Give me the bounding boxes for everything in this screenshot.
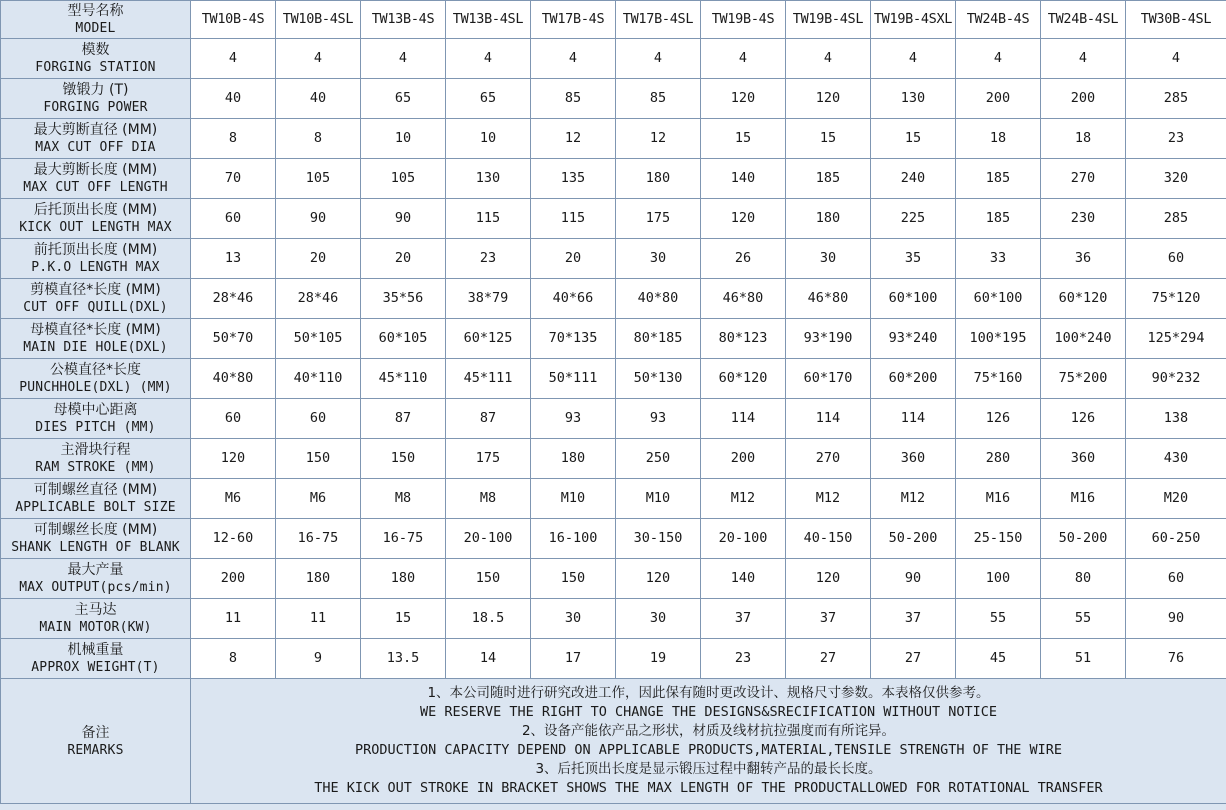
spec-value: 4	[701, 39, 786, 79]
spec-label-en: MAIN DIE HOLE(DXL)	[23, 340, 168, 355]
spec-value: M12	[701, 479, 786, 519]
spec-value: 19	[616, 639, 701, 679]
spec-value: 18.5	[446, 599, 531, 639]
spec-label-cell	[1, 79, 191, 119]
spec-value: 70*135	[531, 319, 616, 359]
spec-value: 12	[616, 119, 701, 159]
spec-value: 120	[616, 559, 701, 599]
remarks-line: PRODUCTION CAPACITY DEPEND ON APPLICABLE PRODUCTS,MATERIAL,TENSILE STRENGTH OF THE WIRE	[354, 742, 1063, 758]
model-label-en: MODEL	[75, 21, 116, 36]
spec-value: 93	[531, 399, 616, 439]
spec-label-en: PUNCHHOLE(DXL) (MM)	[19, 380, 172, 395]
spec-value: 45*111	[446, 359, 531, 399]
spec-value: M8	[361, 479, 446, 519]
model-label-cell	[1, 1, 191, 39]
spec-value: 50*111	[531, 359, 616, 399]
spec-value: 280	[956, 439, 1041, 479]
spec-value: 185	[956, 159, 1041, 199]
spec-row	[1, 439, 1226, 479]
spec-value: 37	[786, 599, 871, 639]
spec-value: 30	[531, 599, 616, 639]
spec-value: 45	[956, 639, 1041, 679]
spec-value: 38*79	[446, 279, 531, 319]
spec-value: 93	[616, 399, 701, 439]
spec-value: 26	[701, 239, 786, 279]
spec-value: 114	[786, 399, 871, 439]
spec-value: 200	[701, 439, 786, 479]
spec-value: 150	[361, 439, 446, 479]
spec-label-cell	[1, 519, 191, 559]
spec-label-en: CUT OFF QUILL(DXL)	[23, 300, 168, 315]
spec-value: 10	[361, 119, 446, 159]
model-name: TW13B-4S	[361, 1, 446, 39]
spec-label-en: MAX CUT OFF LENGTH	[23, 180, 168, 195]
spec-value: 140	[701, 559, 786, 599]
spec-value: 4	[276, 39, 361, 79]
spec-value: 120	[786, 79, 871, 119]
spec-value: 60*170	[786, 359, 871, 399]
spec-label-cell	[1, 639, 191, 679]
spec-row	[1, 639, 1226, 679]
spec-value: M6	[276, 479, 361, 519]
spec-label-zh: 主马达	[74, 602, 117, 618]
spec-value: 16-75	[361, 519, 446, 559]
spec-value: 40*66	[531, 279, 616, 319]
spec-value: 4	[1126, 39, 1226, 79]
spec-value: 4	[871, 39, 956, 79]
remarks-label-cell	[1, 679, 191, 804]
spec-value: 36	[1041, 239, 1126, 279]
model-name: TW24B-4S	[956, 1, 1041, 39]
spec-value: 4	[616, 39, 701, 79]
remarks-line: 2、设备产能依产品之形状，材质及线材抗拉强度而有所诧异。	[521, 723, 896, 739]
spec-label-zh: 镦锻力 (T)	[62, 82, 129, 98]
spec-label-en: APPLICABLE BOLT SIZE	[15, 500, 176, 515]
spec-value: 40	[276, 79, 361, 119]
spec-label-cell	[1, 279, 191, 319]
spec-label-zh: 机械重量	[67, 642, 124, 658]
spec-label-cell	[1, 239, 191, 279]
spec-value: 90	[1126, 599, 1226, 639]
spec-value: 50*130	[616, 359, 701, 399]
spec-value: 75*120	[1126, 279, 1226, 319]
spec-value: 15	[786, 119, 871, 159]
spec-value: 135	[531, 159, 616, 199]
spec-label-zh: 可制螺丝长度 (MM)	[33, 522, 158, 538]
spec-label-zh: 前托顶出长度 (MM)	[33, 242, 158, 258]
spec-label-zh: 最大产量	[67, 562, 124, 578]
spec-value: 100*240	[1041, 319, 1126, 359]
spec-value: 60	[1126, 239, 1226, 279]
spec-label-zh: 最大剪断长度 (MM)	[33, 162, 158, 178]
spec-value: 12-60	[191, 519, 276, 559]
spec-value: M8	[446, 479, 531, 519]
spec-label-zh: 可制螺丝直径 (MM)	[33, 482, 158, 498]
spec-row	[1, 599, 1226, 639]
spec-value: 40-150	[786, 519, 871, 559]
spec-value: 20-100	[701, 519, 786, 559]
spec-value: 13.5	[361, 639, 446, 679]
model-header-row	[1, 1, 1226, 39]
spec-value: 93*240	[871, 319, 956, 359]
spec-value: 180	[786, 199, 871, 239]
spec-value: 4	[1041, 39, 1126, 79]
spec-value: 180	[361, 559, 446, 599]
spec-row	[1, 79, 1226, 119]
spec-value: 80*123	[701, 319, 786, 359]
spec-row	[1, 279, 1226, 319]
spec-value: 185	[956, 199, 1041, 239]
spec-label-cell	[1, 159, 191, 199]
spec-label-cell	[1, 359, 191, 399]
spec-value: 15	[361, 599, 446, 639]
spec-label-zh: 剪模直径*长度 (MM)	[30, 282, 161, 298]
spec-value: 185	[786, 159, 871, 199]
remarks-line: 1、本公司随时进行研究改进工作，因此保有随时更改设计、规格尺寸参数。本表格仅供参考。	[427, 685, 990, 701]
spec-value: 80*185	[616, 319, 701, 359]
spec-value: 115	[531, 199, 616, 239]
spec-value: 18	[1041, 119, 1126, 159]
spec-value: 55	[1041, 599, 1126, 639]
model-name: TW19B-4SL	[786, 1, 871, 39]
remarks-row	[1, 679, 1226, 804]
spec-row	[1, 359, 1226, 399]
spec-row	[1, 39, 1226, 79]
spec-value: M10	[531, 479, 616, 519]
spec-label-en: KICK OUT LENGTH MAX	[19, 220, 172, 235]
spec-value: 200	[1041, 79, 1126, 119]
spec-value: 33	[956, 239, 1041, 279]
spec-value: 27	[871, 639, 956, 679]
spec-value: 150	[446, 559, 531, 599]
spec-value: 150	[276, 439, 361, 479]
spec-value: 80	[1041, 559, 1126, 599]
spec-value: 175	[616, 199, 701, 239]
spec-value: 93*190	[786, 319, 871, 359]
spec-value: 16-100	[531, 519, 616, 559]
spec-value: 20-100	[446, 519, 531, 559]
spec-value: 105	[361, 159, 446, 199]
spec-value: 13	[191, 239, 276, 279]
spec-value: M16	[1041, 479, 1126, 519]
spec-value: 105	[276, 159, 361, 199]
spec-row	[1, 159, 1226, 199]
model-name: TW10B-4S	[191, 1, 276, 39]
spec-value: 23	[446, 239, 531, 279]
spec-value: 175	[446, 439, 531, 479]
spec-value: 28*46	[276, 279, 361, 319]
spec-value: 100	[956, 559, 1041, 599]
spec-value: 20	[276, 239, 361, 279]
spec-label-en: RAM STROKE (MM)	[35, 460, 156, 475]
spec-value: M20	[1126, 479, 1226, 519]
spec-value: 50*105	[276, 319, 361, 359]
spec-value: 4	[191, 39, 276, 79]
spec-value: 60	[191, 199, 276, 239]
spec-value: 8	[191, 119, 276, 159]
spec-value: 90	[276, 199, 361, 239]
spec-value: 4	[786, 39, 871, 79]
spec-row	[1, 199, 1226, 239]
spec-value: 8	[191, 639, 276, 679]
spec-value: 75*160	[956, 359, 1041, 399]
spec-value: 120	[786, 559, 871, 599]
model-name: TW30B-4SL	[1126, 1, 1226, 39]
spec-value: 50-200	[871, 519, 956, 559]
spec-value: 75*200	[1041, 359, 1126, 399]
spec-value: 120	[191, 439, 276, 479]
spec-value: 4	[361, 39, 446, 79]
spec-label-en: P.K.O LENGTH MAX	[31, 260, 160, 275]
spec-label-cell	[1, 599, 191, 639]
spec-label-cell	[1, 559, 191, 599]
spec-value: 65	[446, 79, 531, 119]
spec-label-cell	[1, 39, 191, 79]
model-name: TW17B-4S	[531, 1, 616, 39]
spec-value: 230	[1041, 199, 1126, 239]
spec-value: 40	[191, 79, 276, 119]
spec-row	[1, 399, 1226, 439]
spec-value: 60-250	[1126, 519, 1226, 559]
spec-value: 360	[1041, 439, 1126, 479]
spec-value: 25-150	[956, 519, 1041, 559]
spec-value: 11	[276, 599, 361, 639]
spec-value: M10	[616, 479, 701, 519]
spec-value: 120	[701, 79, 786, 119]
spec-value: 115	[446, 199, 531, 239]
spec-value: 90	[361, 199, 446, 239]
remarks-line: 3、后托顶出长度是显示锻压过程中翻转产品的最长长度。	[535, 761, 882, 777]
spec-value: 320	[1126, 159, 1226, 199]
spec-row	[1, 319, 1226, 359]
spec-label-cell	[1, 199, 191, 239]
spec-label-zh: 公模直径*长度	[50, 362, 141, 378]
spec-value: 70	[191, 159, 276, 199]
remarks-label-en: REMARKS	[67, 742, 124, 758]
spec-value: 87	[361, 399, 446, 439]
spec-value: 23	[1126, 119, 1226, 159]
spec-value: 20	[531, 239, 616, 279]
model-name: TW17B-4SL	[616, 1, 701, 39]
spec-value: 50*70	[191, 319, 276, 359]
spec-value: 270	[786, 439, 871, 479]
spec-value: 85	[616, 79, 701, 119]
spec-value: 20	[361, 239, 446, 279]
spec-value: 4	[531, 39, 616, 79]
spec-value: 15	[871, 119, 956, 159]
spec-value: 28*46	[191, 279, 276, 319]
spec-value: 60*120	[701, 359, 786, 399]
model-name: TW19B-4S	[701, 1, 786, 39]
spec-value: 85	[531, 79, 616, 119]
spec-value: 9	[276, 639, 361, 679]
spec-label-cell	[1, 319, 191, 359]
spec-value: 4	[446, 39, 531, 79]
spec-value: 35	[871, 239, 956, 279]
spec-value: 140	[701, 159, 786, 199]
remarks-line: THE KICK OUT STROKE IN BRACKET SHOWS THE MAX LENGTH OF THE PRODUCTALLOWED FOR ROTATIONAL TRANSFER	[314, 780, 1103, 796]
spec-label-zh: 最大剪断直径 (MM)	[33, 122, 158, 138]
spec-value: 51	[1041, 639, 1126, 679]
spec-value: 37	[871, 599, 956, 639]
spec-value: 40*80	[616, 279, 701, 319]
spec-row	[1, 239, 1226, 279]
spec-value: 40*80	[191, 359, 276, 399]
spec-value: 87	[446, 399, 531, 439]
spec-value: M16	[956, 479, 1041, 519]
model-name: TW19B-4SXL	[871, 1, 956, 39]
spec-value: 180	[276, 559, 361, 599]
spec-value: 180	[531, 439, 616, 479]
spec-label-cell	[1, 399, 191, 439]
spec-value: 138	[1126, 399, 1226, 439]
remarks-line: WE RESERVE THE RIGHT TO CHANGE THE DESIGNS&SRECIFICATION WITHOUT NOTICE	[419, 704, 998, 720]
spec-value: 126	[956, 399, 1041, 439]
spec-value: 270	[1041, 159, 1126, 199]
model-name: TW10B-4SL	[276, 1, 361, 39]
spec-value: 225	[871, 199, 956, 239]
spec-value: 17	[531, 639, 616, 679]
spec-label-en: MAX CUT OFF DIA	[35, 140, 156, 155]
spec-value: M12	[871, 479, 956, 519]
model-name: TW24B-4SL	[1041, 1, 1126, 39]
remarks-text-cell	[191, 679, 1226, 804]
spec-value: 114	[701, 399, 786, 439]
spec-row	[1, 479, 1226, 519]
spec-value: 180	[616, 159, 701, 199]
spec-value: 240	[871, 159, 956, 199]
spec-value: 11	[191, 599, 276, 639]
spec-label-zh: 母模中心距离	[53, 402, 138, 418]
spec-value: 360	[871, 439, 956, 479]
spec-value: 285	[1126, 199, 1226, 239]
spec-value: 120	[701, 199, 786, 239]
spec-value: 60*105	[361, 319, 446, 359]
spec-value: 76	[1126, 639, 1226, 679]
spec-value: 60	[191, 399, 276, 439]
spec-label-en: SHANK LENGTH OF BLANK	[11, 540, 180, 555]
remarks-label-zh: 备注	[81, 724, 110, 741]
spec-label-en: FORGING STATION	[35, 60, 156, 75]
spec-value: 60*200	[871, 359, 956, 399]
spec-value: 60*100	[871, 279, 956, 319]
spec-value: 90*232	[1126, 359, 1226, 399]
spec-value: 37	[701, 599, 786, 639]
spec-label-en: MAIN MOTOR(KW)	[39, 620, 152, 635]
spec-value: 46*80	[786, 279, 871, 319]
spec-label-cell	[1, 479, 191, 519]
spec-value: 8	[276, 119, 361, 159]
spec-value: 130	[446, 159, 531, 199]
spec-value: 55	[956, 599, 1041, 639]
spec-label-zh: 主滑块行程	[60, 442, 131, 458]
spec-value: 30-150	[616, 519, 701, 559]
spec-value: 200	[956, 79, 1041, 119]
spec-row	[1, 519, 1226, 559]
spec-label-zh: 模数	[81, 42, 110, 58]
spec-value: 60*125	[446, 319, 531, 359]
spec-value: 23	[701, 639, 786, 679]
spec-label-en: APPROX WEIGHT(T)	[31, 660, 160, 675]
spec-value: 285	[1126, 79, 1226, 119]
spec-value: 50-200	[1041, 519, 1126, 559]
spec-row	[1, 119, 1226, 159]
spec-value: 125*294	[1126, 319, 1226, 359]
spec-value: 27	[786, 639, 871, 679]
spec-value: 114	[871, 399, 956, 439]
spec-value: 15	[701, 119, 786, 159]
spec-value: 60*120	[1041, 279, 1126, 319]
spec-value: M12	[786, 479, 871, 519]
spec-value: 45*110	[361, 359, 446, 399]
spec-value: 12	[531, 119, 616, 159]
spec-value: 40*110	[276, 359, 361, 399]
spec-value: 250	[616, 439, 701, 479]
spec-value: 60	[1126, 559, 1226, 599]
spec-label-en: MAX OUTPUT(pcs/min)	[19, 580, 172, 595]
spec-value: 150	[531, 559, 616, 599]
spec-value: 60*100	[956, 279, 1041, 319]
spec-label-en: DIES PITCH (MM)	[35, 420, 156, 435]
spec-value: 35*56	[361, 279, 446, 319]
spec-value: M6	[191, 479, 276, 519]
spec-value: 60	[276, 399, 361, 439]
spec-label-zh: 母模直径*长度 (MM)	[30, 322, 161, 338]
spec-value: 65	[361, 79, 446, 119]
model-name: TW13B-4SL	[446, 1, 531, 39]
spec-value: 30	[786, 239, 871, 279]
spec-label-en: FORGING POWER	[43, 100, 148, 115]
spec-value: 46*80	[701, 279, 786, 319]
spec-row	[1, 559, 1226, 599]
spec-value: 430	[1126, 439, 1226, 479]
spec-label-cell	[1, 119, 191, 159]
spec-value: 4	[956, 39, 1041, 79]
spec-value: 90	[871, 559, 956, 599]
spec-value: 100*195	[956, 319, 1041, 359]
spec-value: 126	[1041, 399, 1126, 439]
spec-label-zh: 后托顶出长度 (MM)	[33, 202, 158, 218]
spec-value: 18	[956, 119, 1041, 159]
model-label-zh: 型号名称	[67, 3, 124, 19]
spec-value: 14	[446, 639, 531, 679]
spec-value: 30	[616, 599, 701, 639]
spec-value: 16-75	[276, 519, 361, 559]
spec-value: 130	[871, 79, 956, 119]
spec-value: 30	[616, 239, 701, 279]
spec-value: 10	[446, 119, 531, 159]
spec-value: 200	[191, 559, 276, 599]
spec-label-cell	[1, 439, 191, 479]
